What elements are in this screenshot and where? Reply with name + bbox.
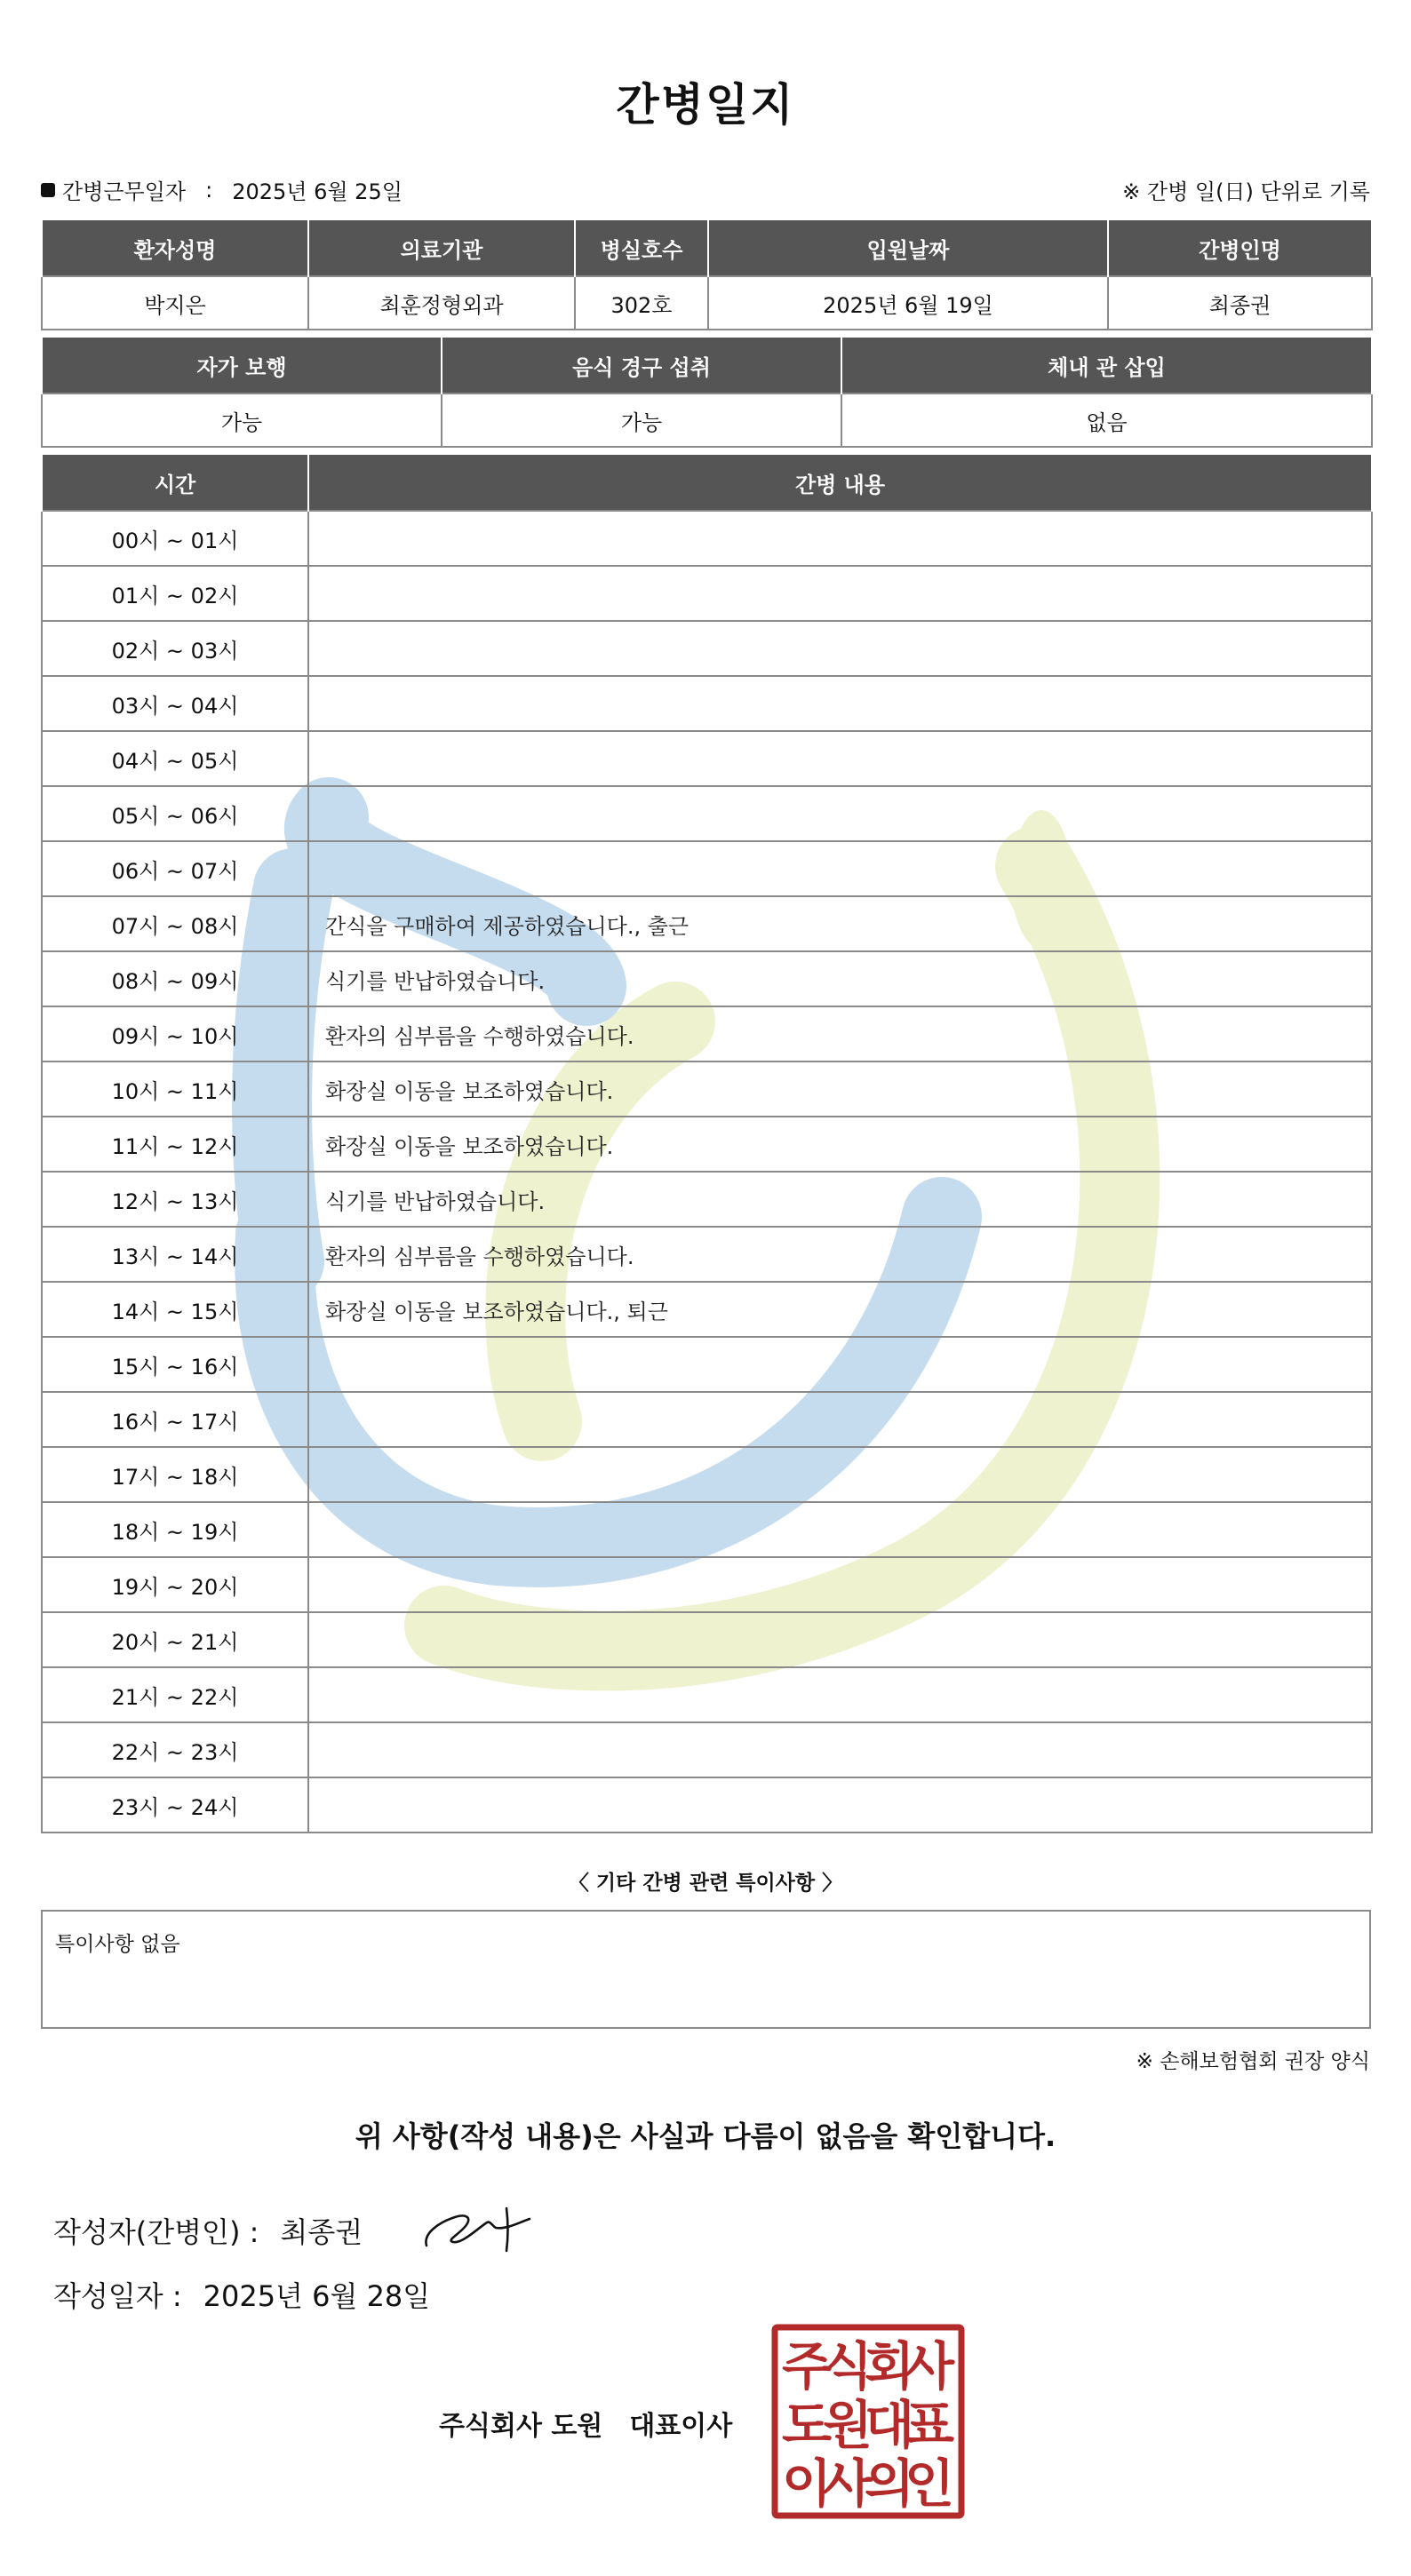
header-patient-name: 환자성명 [42,220,308,276]
patient-info-value-row [42,276,1372,330]
hospital-name: 최훈정형외과 [308,276,575,330]
care-log-time: 18시 ~ 19시 [42,1502,308,1557]
care-log-row [42,511,1372,566]
written-date-label: 작성일자 : [53,2279,182,2313]
care-log-row [42,1117,1372,1172]
care-log-content [308,676,1372,731]
header-caregiver: 간병인명 [1108,220,1372,276]
care-log-time: 09시 ~ 10시 [42,1006,308,1061]
work-date-value: 2025년 6월 25일 [232,179,403,204]
care-log-row [42,621,1372,676]
care-log-content [308,1777,1372,1833]
care-log-time: 08시 ~ 09시 [42,951,308,1006]
room-number: 302호 [575,276,708,330]
oral-intake-value: 가능 [442,394,841,447]
written-date-value: 2025년 6월 28일 [203,2279,431,2313]
care-log-row [42,1337,1372,1392]
svg-text:표: 표 [904,2395,955,2455]
care-log-row [42,1006,1372,1061]
header-time: 시간 [42,455,308,511]
form-source-note: ※ 손해보험협회 권장 양식 [1136,2050,1370,2073]
care-log-row [42,841,1372,896]
care-log-content: 환자의 심부름을 수행하였습니다. [308,1006,1372,1061]
header-admission-date: 입원날짜 [708,220,1108,276]
patient-status-table [41,338,1373,448]
company-name: 주식회사 도원 [439,2411,603,2442]
care-log-row [42,951,1372,1006]
care-log-row [42,1282,1372,1337]
special-notes-content: 특이사항 없음 [55,1933,180,1956]
care-log-row [42,1612,1372,1667]
care-log-content [308,731,1372,786]
svg-text:이: 이 [781,2453,833,2514]
work-date-separator: : [205,177,213,203]
care-log-row [42,1172,1372,1227]
care-log-content: 식기를 반납하였습니다. [308,1172,1372,1227]
care-log-content [308,1337,1372,1392]
company-seal-stamp [771,2324,965,2519]
header-hospital: 의료기관 [308,220,575,276]
writer-line [53,2210,363,2251]
care-log-time: 11시 ~ 12시 [42,1117,308,1172]
care-log-time: 02시 ~ 03시 [42,621,308,676]
care-log-content [308,566,1372,621]
care-log-row [42,1061,1372,1117]
care-log-content [308,1447,1372,1502]
care-log-time: 04시 ~ 05시 [42,731,308,786]
patient-name: 박지은 [42,276,308,330]
care-log-row [42,566,1372,621]
confirmation-statement: 위 사항(작성 내용)은 사실과 다름이 없음을 확인합니다. [355,2119,1056,2153]
svg-text:대: 대 [864,2395,915,2455]
care-log-row [42,1392,1372,1447]
svg-text:도: 도 [781,2395,833,2455]
care-log-time: 10시 ~ 11시 [42,1061,308,1117]
writer-name: 최종권 [280,2215,363,2249]
patient-status-header-row [42,338,1372,394]
header-room: 병실호수 [575,220,708,276]
special-notes-title: 〈 기타 간병 관련 특이사항 〉 [568,1872,843,1895]
care-log-content [308,1722,1372,1777]
care-log-time: 15시 ~ 16시 [42,1337,308,1392]
tube-insertion-value: 없음 [841,394,1372,447]
care-log-time: 23시 ~ 24시 [42,1777,308,1833]
self-walking-value: 가능 [42,394,442,447]
care-log-row [42,1722,1372,1777]
representative-title: 대표이사 [629,2411,733,2442]
svg-text:인: 인 [904,2453,955,2514]
care-log-content: 환자의 심부름을 수행하였습니다. [308,1227,1372,1282]
hourly-care-log-table [41,455,1373,1833]
care-log-time: 12시 ~ 13시 [42,1172,308,1227]
square-bullet-icon [41,183,55,197]
care-log-content [308,621,1372,676]
header-tube-insertion: 체내 관 삽입 [841,338,1372,394]
care-log-content [308,786,1372,841]
care-log-content: 화장실 이동을 보조하였습니다. [308,1061,1372,1117]
patient-info-header-row [42,220,1372,276]
care-log-content [308,1502,1372,1557]
svg-text:회: 회 [864,2336,915,2397]
header-oral-intake: 음식 경구 섭취 [442,338,841,394]
care-log-content [308,1557,1372,1612]
care-log-content: 간식을 구매하여 제공하였습니다., 출근 [308,896,1372,951]
care-log-time: 20시 ~ 21시 [42,1612,308,1667]
care-log-row [42,786,1372,841]
unit-note: ※ 간병 일(日) 단위로 기록 [1122,179,1370,204]
care-log-time: 14시 ~ 15시 [42,1282,308,1337]
company-signature-line [439,2404,732,2443]
care-log-time: 01시 ~ 02시 [42,566,308,621]
care-log-content: 화장실 이동을 보조하였습니다. [308,1117,1372,1172]
care-log-row [42,1557,1372,1612]
care-log-content: 식기를 반납하였습니다. [308,951,1372,1006]
care-log-time: 07시 ~ 08시 [42,896,308,951]
care-log-time: 22시 ~ 23시 [42,1722,308,1777]
care-log-time: 21시 ~ 22시 [42,1667,308,1722]
care-log-content [308,511,1372,566]
care-log-content [308,1612,1372,1667]
special-notes-box [41,1910,1371,2029]
svg-text:식: 식 [822,2336,873,2397]
care-log-row [42,1502,1372,1557]
care-log-row [42,731,1372,786]
care-log-time: 16시 ~ 17시 [42,1392,308,1447]
caregiver-name: 최종권 [1108,276,1372,330]
work-date-label: 간병근무일자 [62,179,187,204]
care-log-time: 19시 ~ 20시 [42,1557,308,1612]
care-log-row [42,676,1372,731]
writer-label: 작성자(간병인) : [53,2215,259,2249]
care-log-time: 17시 ~ 18시 [42,1447,308,1502]
care-log-row [42,1227,1372,1282]
svg-text:사: 사 [904,2336,955,2397]
work-date [41,174,403,205]
care-log-content: 화장실 이동을 보조하였습니다., 퇴근 [308,1282,1372,1337]
document-title: 간병일지 [616,79,795,131]
admission-date: 2025년 6월 19일 [708,276,1108,330]
care-log-row [42,1447,1372,1502]
handwritten-signature [414,2187,547,2258]
care-log-content [308,1392,1372,1447]
care-log-row [42,896,1372,951]
svg-text:의: 의 [864,2453,915,2514]
header-self-walking: 자가 보행 [42,338,442,394]
care-log-row [42,1777,1372,1833]
care-log-time: 03시 ~ 04시 [42,676,308,731]
patient-status-value-row [42,394,1372,447]
written-date-line [53,2274,430,2315]
care-log-content [308,841,1372,896]
care-log-header-row [42,455,1372,511]
care-log-time: 00시 ~ 01시 [42,511,308,566]
patient-info-table [41,220,1373,330]
care-log-row [42,1667,1372,1722]
care-log-time: 06시 ~ 07시 [42,841,308,896]
header-care-content: 간병 내용 [308,455,1372,511]
svg-text:주: 주 [781,2336,833,2397]
svg-text:사: 사 [822,2453,873,2514]
care-log-time: 13시 ~ 14시 [42,1227,308,1282]
svg-text:원: 원 [822,2395,873,2455]
care-log-time: 05시 ~ 06시 [42,786,308,841]
care-log-content [308,1667,1372,1722]
